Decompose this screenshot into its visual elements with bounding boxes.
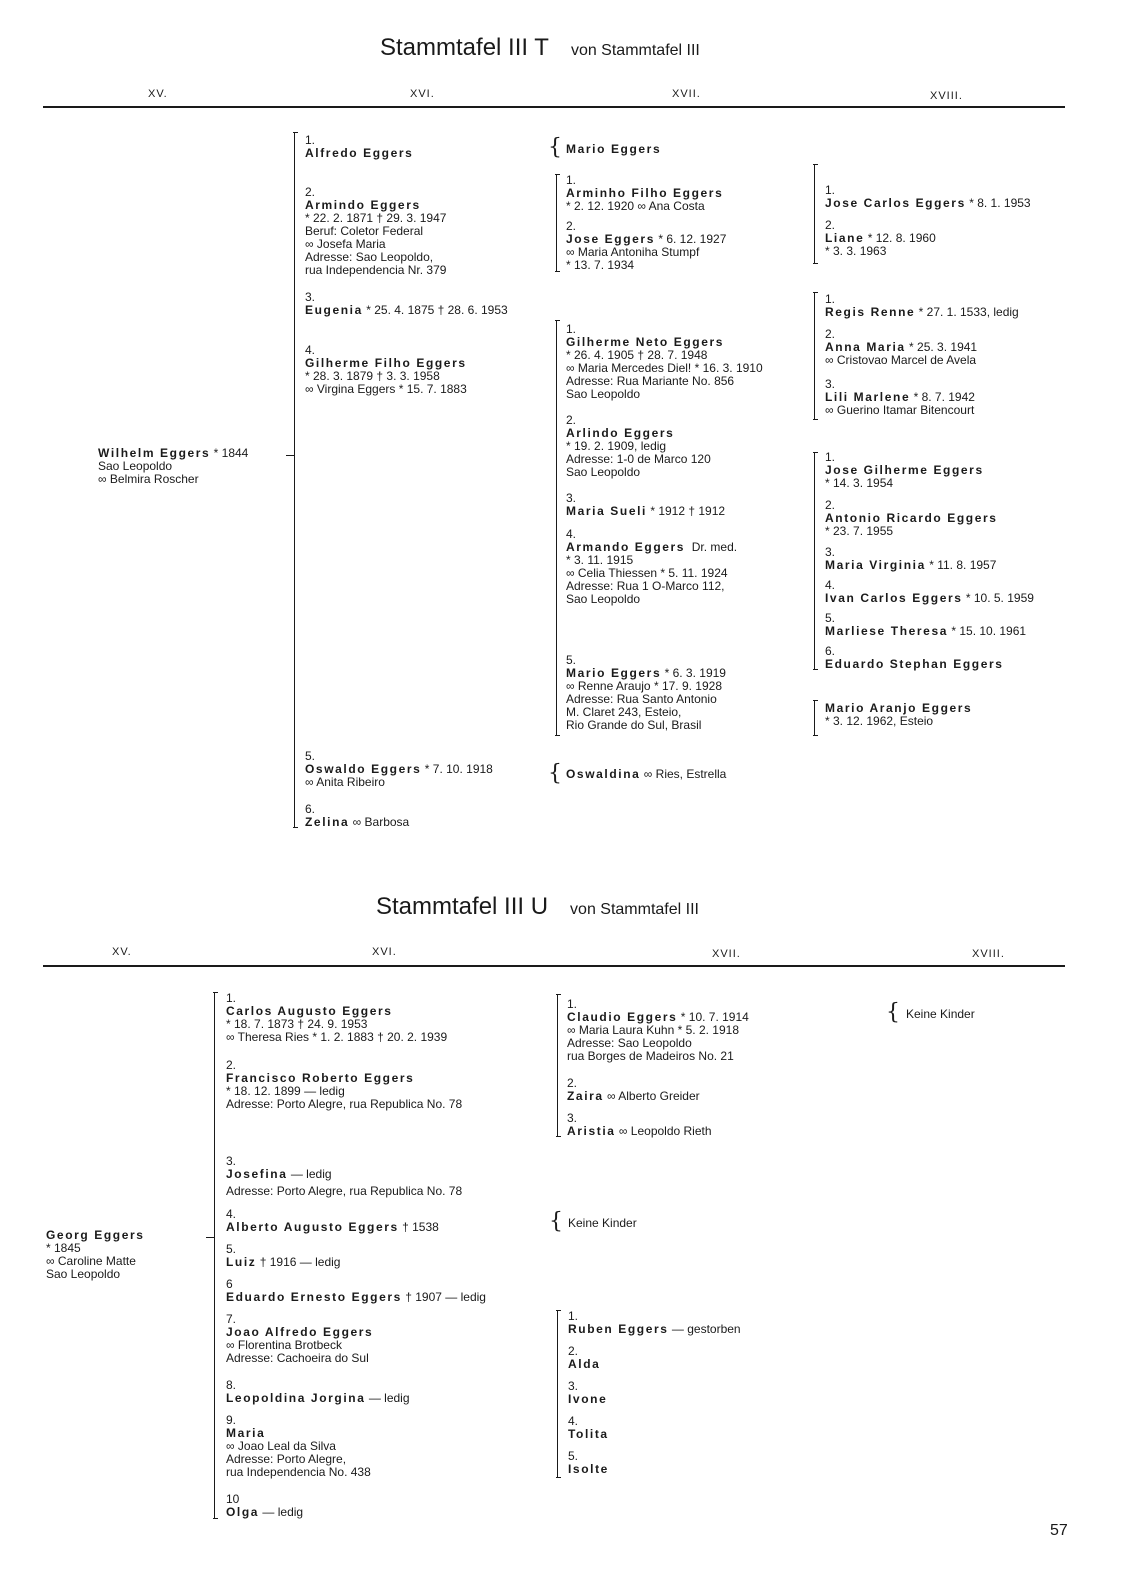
t-c3a-2-num: 2. <box>825 218 836 232</box>
t-c2c-4-name: Armando Eggers <box>566 540 686 554</box>
u-c3a: Keine Kinder <box>906 1007 975 1021</box>
t-c3c-3-name: Maria Virginia <box>825 558 926 572</box>
u-c2a-2-spouse: ∞ Alberto Greider <box>607 1089 700 1103</box>
u-c1-2-addr: Adresse: Porto Alegre, rua Republica No. 78 <box>226 1097 463 1111</box>
u-c2b: Keine Kinder <box>568 1216 637 1230</box>
root-u-birth: * 1845 <box>46 1241 81 1255</box>
t-c2c-1-dates: * 26. 4. 1905 † 28. 7. 1948 <box>566 348 708 362</box>
root-u-name: Georg Eggers <box>46 1228 145 1242</box>
title-u-sub: von Stammtafel III <box>570 901 699 918</box>
t-c1-4-spouse: ∞ Virgina Eggers * 15. 7. 1883 <box>305 382 467 396</box>
t-c1-2-addr1: Adresse: Sao Leopoldo, <box>305 250 434 264</box>
u-c2c-5-num: 5. <box>568 1449 579 1463</box>
u-c1-5-name: Luiz <box>226 1255 257 1269</box>
gen-t-xvii: XVII. <box>672 88 701 100</box>
title-t-sub: von Stammtafel III <box>570 42 700 59</box>
t-c1-4-num: 4. <box>305 343 316 357</box>
t-c2b-2-name: Jose Eggers <box>566 232 655 246</box>
t-c2c-3-dates: * 1912 † 1912 <box>650 504 726 518</box>
u-c1-7-spouse: ∞ Florentina Brotbeck <box>226 1338 342 1352</box>
u-c2a-2-num: 2. <box>567 1076 578 1090</box>
u-c1-9-spouse: ∞ Joao Leal da Silva <box>226 1439 336 1453</box>
root-u-place: Sao Leopoldo <box>46 1267 121 1281</box>
t-c3c-4-num: 4. <box>825 578 836 592</box>
u-c1-6 <box>226 1278 486 1304</box>
t-c2c-5-addr1: Adresse: Rua Santo Antonio <box>566 692 717 706</box>
t-c1-1 <box>305 134 413 160</box>
t-c3b-3-name: Lili Marlene <box>825 390 911 404</box>
t-c3b-3-spouse: ∞ Guerino Itamar Bitencourt <box>825 403 975 417</box>
u-c2a-3 <box>567 1112 712 1138</box>
t-c3c-1-num: 1. <box>825 450 836 464</box>
u-c1-7-num: 7. <box>226 1312 237 1326</box>
u-c2c-2-name: Alda <box>568 1357 601 1371</box>
t-c2b-2-spouse: ∞ Maria Antoniha Stumpf <box>566 245 700 259</box>
t-c2b-2-birth: * 6. 12. 1927 <box>658 232 727 246</box>
gen-t-xvi: XVI. <box>410 88 435 100</box>
t-c1-4-name: Gilherme Filho Eggers <box>305 356 467 370</box>
u-c1-1 <box>226 992 447 1044</box>
t-c3c-4-birth: * 10. 5. 1959 <box>965 591 1034 605</box>
t-c2b-1-name: Arminho Filho Eggers <box>566 186 724 200</box>
u-c1-1-dates: * 18. 7. 1873 † 24. 9. 1953 <box>226 1017 368 1031</box>
t-c2c-3-name: Maria Sueli <box>566 504 647 518</box>
u-c1-9-name: Maria <box>226 1426 266 1440</box>
u-c2a-1-num: 1. <box>567 997 578 1011</box>
curly-u-c3a: { <box>886 1000 900 1025</box>
t-c3a-1 <box>825 184 1031 210</box>
t-c2c-5-name: Mario Eggers <box>566 666 662 680</box>
bracket-u-c2c <box>557 1310 558 1478</box>
t-c3b-3-birth: * 8. 7. 1942 <box>913 390 975 404</box>
t-c1-4 <box>305 344 467 396</box>
t-c3b-1-birth: * 27. 1. 1533, ledig <box>918 305 1019 319</box>
bracket-t-c3d <box>814 700 815 736</box>
t-c1-5-spouse: ∞ Anita Ribeiro <box>305 775 385 789</box>
gen-u-xv: XV. <box>112 946 132 958</box>
u-c2a-2 <box>567 1077 700 1103</box>
t-c2c-2-num: 2. <box>566 413 577 427</box>
t-c1-2-job: Beruf: Coletor Federal <box>305 224 424 238</box>
t-c2c-1-name: Gilherme Neto Eggers <box>566 335 725 349</box>
t-c1-2 <box>305 186 446 277</box>
u-c1-3-addr: Adresse: Porto Alegre, rua Republica No. 78 <box>226 1184 463 1198</box>
t-c2c-3-num: 3. <box>566 491 577 505</box>
t-c3c-2 <box>825 499 998 538</box>
u-c1-9-addr2: rua Independencia No. 438 <box>226 1465 371 1479</box>
t-c3c-5-num: 5. <box>825 611 836 625</box>
t-c1-5 <box>305 750 493 789</box>
t-c2c-2-dates: * 19. 2. 1909, ledig <box>566 439 667 453</box>
t-c2d-spouse: ∞ Ries, Estrella <box>643 767 727 781</box>
u-c2c-4-num: 4. <box>568 1414 579 1428</box>
t-c2b-1-num: 1. <box>566 173 577 187</box>
bracket-t-c3b <box>814 292 815 420</box>
t-c3c-5 <box>825 612 1026 638</box>
t-c2c-2-name: Arlindo Eggers <box>566 426 675 440</box>
t-c3b-3-num: 3. <box>825 377 836 391</box>
t-c3d-birth: * 3. 12. 1962, Esteio <box>825 714 934 728</box>
gen-u-xvii: XVII. <box>712 948 741 960</box>
bracket-t-c3c <box>814 452 815 670</box>
u-c2c-1-num: 1. <box>568 1309 579 1323</box>
u-c1-8-name: Leopoldina Jorgina <box>226 1391 366 1405</box>
gen-t-xviii: XVIII. <box>930 90 963 102</box>
t-c1-1-num: 1. <box>305 133 316 147</box>
t-c3c-2-num: 2. <box>825 498 836 512</box>
root-t-name: Wilhelm Eggers <box>98 446 211 460</box>
t-c2c-5-addr3: Rio Grande do Sul, Brasil <box>566 718 702 732</box>
t-c2d <box>566 768 726 781</box>
u-c1-6-name: Eduardo Ernesto Eggers <box>226 1290 402 1304</box>
u-c1-9 <box>226 1414 371 1479</box>
gen-u-xvi: XVI. <box>372 946 397 958</box>
u-c1-5-death: † 1916 — ledig <box>259 1255 341 1269</box>
u-c1-3-status: — ledig <box>290 1167 332 1181</box>
u-c2a-2-name: Zaira <box>567 1089 604 1103</box>
page-number: 57 <box>1050 1522 1068 1539</box>
curly-u-c2b: { <box>549 1209 563 1234</box>
t-c3a-1-birth: * 8. 1. 1953 <box>969 196 1031 210</box>
t-c3d <box>825 702 972 728</box>
t-c3a-1-num: 1. <box>825 183 836 197</box>
t-c1-2-spouse: ∞ Josefa Maria <box>305 237 386 251</box>
t-c3c-5-birth: * 15. 10. 1961 <box>951 624 1027 638</box>
title-t <box>380 34 700 62</box>
t-c3b-2-birth: * 25. 3. 1941 <box>909 340 978 354</box>
u-c2c-5-name: Isolte <box>568 1462 609 1476</box>
title-u <box>376 893 699 921</box>
u-c1-10-name: Olga <box>226 1505 260 1519</box>
t-c3c-1-birth: * 14. 3. 1954 <box>825 476 894 490</box>
root-t <box>98 447 248 486</box>
u-c2c-5 <box>568 1450 609 1476</box>
t-c2c-1-addr2: Sao Leopoldo <box>566 387 641 401</box>
t-c3c-1 <box>825 451 984 490</box>
u-c1-3-num: 3. <box>226 1154 237 1168</box>
t-c2b-1 <box>566 174 723 213</box>
t-c2a <box>566 143 661 156</box>
u-c2c-1-status: — gestorben <box>671 1322 741 1336</box>
gen-u-xviii: XVIII. <box>972 948 1005 960</box>
t-c2c-1-num: 1. <box>566 322 577 336</box>
t-c2b-2-spouse-birth: * 13. 7. 1934 <box>566 258 635 272</box>
t-c2c-2-addr2: Sao Leopoldo <box>566 465 641 479</box>
t-c1-1-name: Alfredo Eggers <box>305 146 414 160</box>
t-c3a-2-birth: * 12. 8. 1960 <box>867 231 936 245</box>
u-c2c-4 <box>568 1415 609 1441</box>
rule-t <box>43 106 1065 108</box>
t-c3a-2 <box>825 219 936 258</box>
u-c1-2-num: 2. <box>226 1058 237 1072</box>
bracket-u-c1 <box>214 992 215 1519</box>
t-c1-6-name: Zelina <box>305 815 350 829</box>
t-c2b-2 <box>566 220 726 272</box>
t-c2d-name: Oswaldina <box>566 767 641 781</box>
t-c2c-4-spouse: ∞ Celia Thiessen * 5. 11. 1924 <box>566 566 728 580</box>
u-c2a-1-name: Claudio Eggers <box>567 1010 678 1024</box>
t-c2c-2-addr1: Adresse: 1-0 de Marco 120 <box>566 452 711 466</box>
u-c2a-3-spouse: ∞ Leopoldo Rieth <box>618 1124 712 1138</box>
u-c2c-3-num: 3. <box>568 1379 579 1393</box>
t-c3c-3-num: 3. <box>825 545 836 559</box>
u-c1-4-name: Alberto Augusto Eggers <box>226 1220 399 1234</box>
root-u <box>46 1229 145 1281</box>
t-c2c-1-spouse: ∞ Maria Mercedes Diel! * 16. 3. 1910 <box>566 361 763 375</box>
u-c1-9-num: 9. <box>226 1413 237 1427</box>
t-c2b-2-num: 2. <box>566 219 577 233</box>
t-c3b-2-num: 2. <box>825 327 836 341</box>
u-c1-1-spouse: ∞ Theresa Ries * 1. 2. 1883 † 20. 2. 1939 <box>226 1030 448 1044</box>
t-c3d-name: Mario Aranjo Eggers <box>825 701 973 715</box>
bracket-t-c2b <box>556 174 557 272</box>
t-c2c-2 <box>566 414 711 479</box>
t-c3c-6-num: 6. <box>825 644 836 658</box>
root-u-spouse: ∞ Caroline Matte <box>46 1254 136 1268</box>
t-c1-5-num: 5. <box>305 749 316 763</box>
t-c3a-2-extra: * 3. 3. 1963 <box>825 244 887 258</box>
t-c2c-4-num: 4. <box>566 527 577 541</box>
t-c1-2-name: Armindo Eggers <box>305 198 421 212</box>
u-c1-10 <box>226 1493 303 1519</box>
t-c3c-6 <box>825 645 1004 671</box>
t-c2c-5-addr2: M. Claret 243, Esteio, <box>566 705 682 719</box>
u-c1-5 <box>226 1243 340 1269</box>
bracket-t-c1 <box>294 132 295 828</box>
u-c1-4-death: † 1538 <box>402 1220 439 1234</box>
curly-t-c2a: { <box>548 135 562 160</box>
t-c2c-4-addr1: Adresse: Rua 1 O-Marco 112, <box>566 579 725 593</box>
u-c2a-1-birth: * 10. 7. 1914 <box>680 1010 749 1024</box>
t-c2b-1-dates: * 2. 12. 1920 ∞ Ana Costa <box>566 199 705 213</box>
root-t-birth: * 1844 <box>213 446 249 460</box>
t-c2c-5 <box>566 654 726 732</box>
t-c3c-1-name: Jose Gilherme Eggers <box>825 463 984 477</box>
gen-t-xv: XV. <box>148 88 168 100</box>
t-c3b-1-name: Regis Renne <box>825 305 916 319</box>
u-c2a-1-spouse: ∞ Maria Laura Kuhn * 5. 2. 1918 <box>567 1023 739 1037</box>
t-c3a-2-name: Liane <box>825 231 865 245</box>
t-c3b-2 <box>825 328 977 367</box>
u-c1-8-num: 8. <box>226 1378 237 1392</box>
u-c2c-2-num: 2. <box>568 1344 579 1358</box>
t-c1-6-spouse: ∞ Barbosa <box>352 815 410 829</box>
u-c1-8 <box>226 1379 410 1405</box>
u-c2c-1 <box>568 1310 741 1336</box>
t-c2c-1 <box>566 323 763 401</box>
t-c1-3-dates: * 25. 4. 1875 † 28. 6. 1953 <box>366 303 508 317</box>
t-c3c-4 <box>825 579 1034 605</box>
u-c2a-3-name: Aristia <box>567 1124 616 1138</box>
t-c3c-3-birth: * 11. 8. 1957 <box>929 558 997 572</box>
t-c2c-5-spouse: ∞ Renne Araujo * 17. 9. 1928 <box>566 679 722 693</box>
t-c2c-5-birth: * 6. 3. 1919 <box>664 666 726 680</box>
rule-u <box>43 965 1065 967</box>
t-c3b-3 <box>825 378 975 417</box>
t-c1-2-dates: * 22. 2. 1871 † 29. 3. 1947 <box>305 211 447 225</box>
u-c1-3 <box>226 1155 462 1198</box>
tick-u-c1 <box>206 1237 214 1238</box>
u-c2a-1 <box>567 998 749 1063</box>
t-c1-4-dates: * 28. 3. 1879 † 3. 3. 1958 <box>305 369 440 383</box>
t-c2c-4 <box>566 528 737 606</box>
u-c1-10-status: — ledig <box>262 1505 304 1519</box>
t-c1-3-num: 3. <box>305 290 316 304</box>
t-c3c-5-name: Marliese Theresa <box>825 624 948 638</box>
t-c2c-5-num: 5. <box>566 653 577 667</box>
t-c3a-1-name: Jose Carlos Eggers <box>825 196 966 210</box>
u-c1-10-num: 10 <box>226 1492 240 1506</box>
u-c2c-2 <box>568 1345 600 1371</box>
u-c1-1-num: 1. <box>226 991 237 1005</box>
t-c3b-2-name: Anna Maria <box>825 340 906 354</box>
t-c3c-3 <box>825 546 996 572</box>
u-c1-2-name: Francisco Roberto Eggers <box>226 1071 415 1085</box>
u-c1-5-num: 5. <box>226 1242 237 1256</box>
t-c2c-4-birth: * 3. 11. 1915 <box>566 553 634 567</box>
t-c2c-4-title: Dr. med. <box>691 540 738 554</box>
root-t-spouse: ∞ Belmira Roscher <box>98 472 199 486</box>
u-c1-9-addr1: Adresse: Porto Alegre, <box>226 1452 347 1466</box>
t-c1-5-name: Oswaldo Eggers <box>305 762 422 776</box>
u-c2c-4-name: Tolita <box>568 1427 609 1441</box>
t-c2c-4-addr2: Sao Leopoldo <box>566 592 641 606</box>
t-c2c-1-addr1: Adresse: Rua Mariante No. 856 <box>566 374 735 388</box>
u-c2c-3-name: Ivone <box>568 1392 608 1406</box>
title-t-main: Stammtafel III T <box>380 34 549 61</box>
t-c3b-2-spouse: ∞ Cristovao Marcel de Avela <box>825 353 977 367</box>
t-c3c-4-name: Ivan Carlos Eggers <box>825 591 963 605</box>
u-c1-7-addr: Adresse: Cachoeira do Sul <box>226 1351 369 1365</box>
u-c1-7 <box>226 1313 373 1365</box>
u-c1-2 <box>226 1059 462 1111</box>
bracket-u-c2a <box>557 994 558 1137</box>
t-c1-3 <box>305 291 508 317</box>
t-c3c-2-name: Antonio Ricardo Eggers <box>825 511 998 525</box>
t-c1-6 <box>305 803 409 829</box>
u-c1-7-name: Joao Alfredo Eggers <box>226 1325 374 1339</box>
t-c3c-2-birth: * 23. 7. 1955 <box>825 524 894 538</box>
t-c1-6-num: 6. <box>305 802 316 816</box>
title-u-main: Stammtafel III U <box>376 893 549 920</box>
u-c1-2-dates: * 18. 12. 1899 — ledig <box>226 1084 345 1098</box>
root-t-place: Sao Leopoldo <box>98 459 173 473</box>
bracket-t-c2c <box>556 320 557 736</box>
u-c1-3-name: Josefina <box>226 1167 288 1181</box>
u-c2c-1-name: Ruben Eggers <box>568 1322 669 1336</box>
u-c1-1-name: Carlos Augusto Eggers <box>226 1004 393 1018</box>
t-c1-2-addr2: rua Independencia Nr. 379 <box>305 263 447 277</box>
bracket-t-c3a <box>814 164 815 264</box>
tick-t-c1 <box>286 455 294 456</box>
t-c1-5-birth: * 7. 10. 1918 <box>424 762 493 776</box>
t-c1-3-name: Eugenia <box>305 303 363 317</box>
t-c3c-6-name: Eduardo Stephan Eggers <box>825 657 1004 671</box>
t-c3b-1 <box>825 293 1019 319</box>
u-c1-8-status: — ledig <box>368 1391 410 1405</box>
t-c2a-name: Mario Eggers <box>566 142 662 156</box>
u-c1-4-num: 4. <box>226 1207 237 1221</box>
u-c2c-3 <box>568 1380 607 1406</box>
u-c2a-1-addr2: rua Borges de Madeiros No. 21 <box>567 1049 734 1063</box>
u-c1-6-num: 6 <box>226 1277 233 1291</box>
t-c1-2-num: 2. <box>305 185 316 199</box>
u-c1-4 <box>226 1208 439 1234</box>
t-c3b-1-num: 1. <box>825 292 836 306</box>
u-c2a-1-addr1: Adresse: Sao Leopoldo <box>567 1036 692 1050</box>
t-c2c-3 <box>566 492 725 518</box>
u-c1-6-death: † 1907 — ledig <box>405 1290 486 1304</box>
u-c2a-3-num: 3. <box>567 1111 578 1125</box>
curly-t-c2d: { <box>548 761 562 786</box>
